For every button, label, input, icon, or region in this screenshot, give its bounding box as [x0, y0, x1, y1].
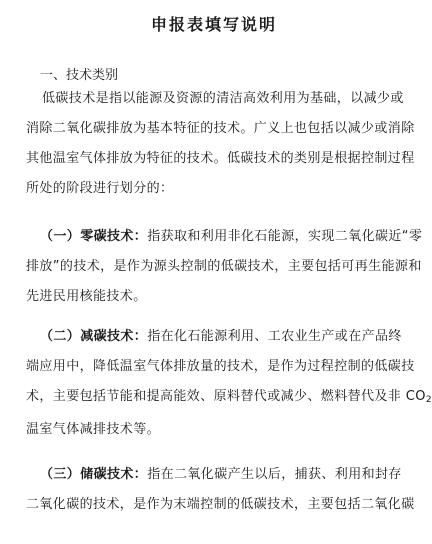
intro-line-2: 消除二氧化碳排放为基本特征的技术。广义上也包括以减少或消除 — [26, 121, 415, 136]
intro-line-3: 其他温室气体排放为特征的技术。低碳技术的类别是根据控制过程 — [26, 151, 415, 166]
category-carbon-storage — [26, 460, 415, 520]
category-carbon-reduction-line-4: 温室气体减排技术等。 — [26, 422, 161, 437]
category-carbon-storage-label: （三）储碳技术： — [40, 467, 148, 482]
category-zero-carbon-label: （一）零碳技术： — [40, 229, 148, 244]
section-heading-tech-category: 一、技术类别 — [40, 68, 119, 83]
category-carbon-storage-text-1: 指在二氧化碳产生以后，捕获、利用和封存 — [147, 467, 402, 482]
category-carbon-reduction-line-3 — [26, 382, 432, 415]
category-zero-carbon-text-1: 指获取和利用非化石能源，实现二氧化碳近“零 — [147, 229, 423, 244]
co2-subscript: 2 — [425, 395, 432, 405]
intro-line-1: 低碳技术是指以能源及资源的清洁高效利用为基础，以减少或 — [42, 91, 404, 106]
category-zero-carbon-line-3: 先进民用核能技术。 — [26, 289, 147, 304]
category-carbon-reduction — [26, 322, 432, 445]
category-carbon-storage-line-1 — [40, 460, 400, 490]
category-carbon-reduction-line-1 — [40, 322, 400, 352]
category-zero-carbon — [26, 222, 423, 312]
category-carbon-reduction-label: （二）减碳技术： — [40, 329, 148, 344]
category-zero-carbon-line-2: 排放”的技术，是作为源头控制的低碳技术，主要包括可再生能源和 — [26, 259, 422, 274]
intro-line-4: 所处的阶段进行划分的： — [26, 181, 174, 196]
intro-paragraph — [26, 84, 415, 204]
document-title: 申报表填写说明 — [150, 15, 277, 34]
category-zero-carbon-line-1 — [40, 222, 423, 252]
category-carbon-reduction-line-2: 端应用中，降低温室气体排放量的技术，是作为过程控制的低碳技 — [26, 359, 415, 374]
category-carbon-reduction-text-1: 指在化石能源利用、工农业生产或在产品终 — [147, 329, 402, 344]
category-carbon-reduction-text-3: 术，主要包括节能和提高能效、原料替代或减少、燃料替代及非 CO — [26, 389, 426, 404]
category-carbon-storage-line-2: 二氧化碳的技术，是作为末端控制的低碳技术，主要包括二氧化碳 — [26, 497, 415, 512]
